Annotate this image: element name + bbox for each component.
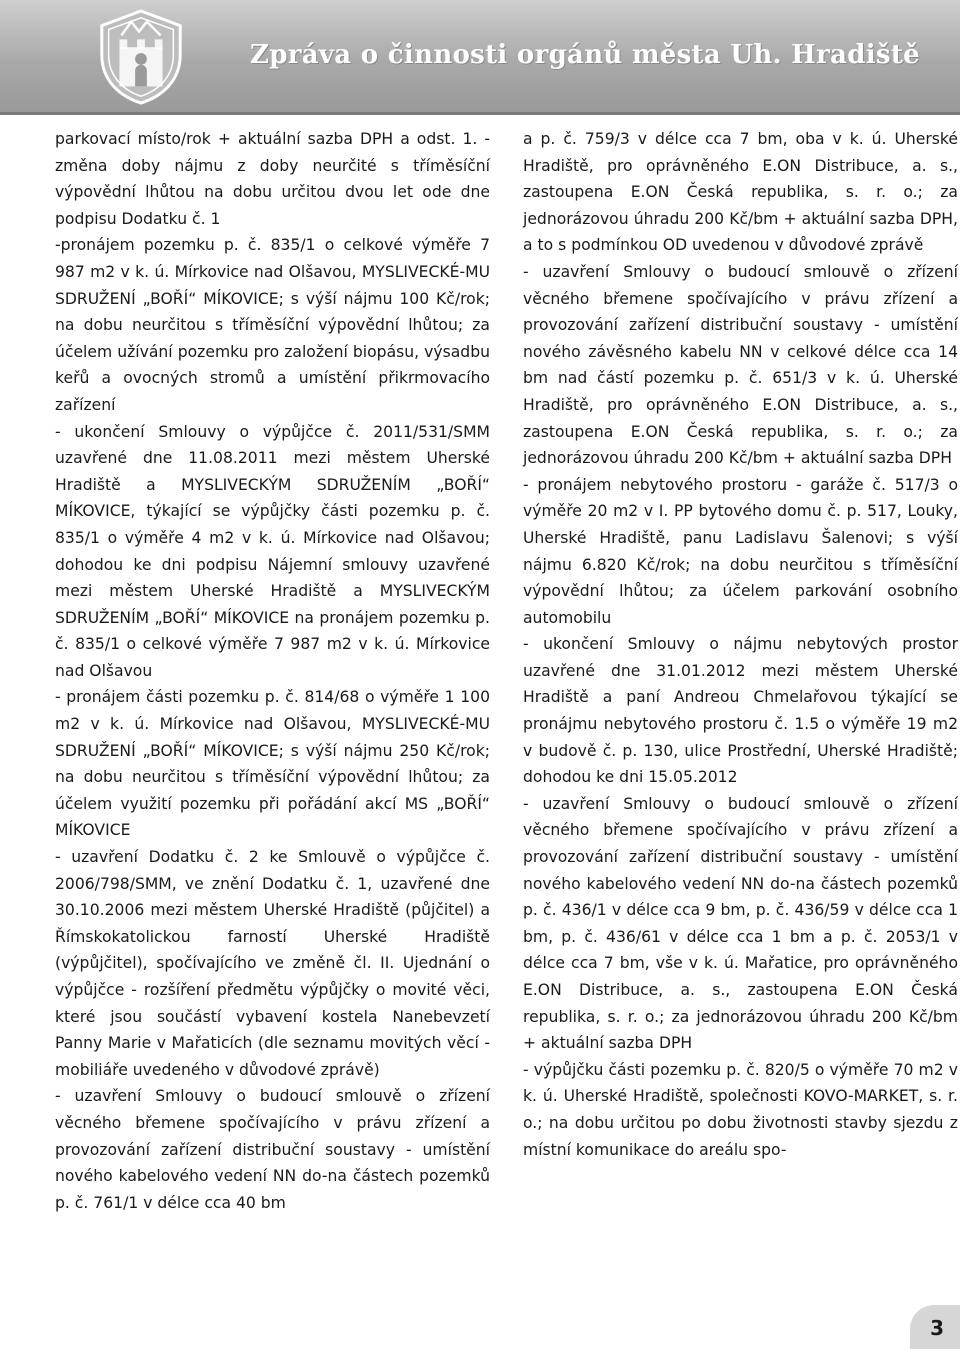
paragraph: - ukončení Smlouvy o výpůjčce č. 2011/531/SMM uzavřené dne 11.08.2011 mezi městem Uherské Hradiště a MYSLIVECKÝM SDRUŽENÍM „BOŘÍ“ MÍKOVICE, týkající se výpůjčky části pozemku p. č. 835/1 o výměře 4 m2 v k. ú. Mírkovice nad Olšavou; dohodou ke dni podpisu Nájemní smlouvy uzavřené mezi městem Uherské Hradiště a MYSLIVECKÝM SDRUŽENÍM „BOŘÍ“ MÍKOVICE na pronájem pozemku p. č. 835/1 o celkové výměře 7 987 m2 v k. ú. Mírkovice nad Olšavou xyxy=(55,422,490,680)
paragraph: - uzavření Smlouvy o budoucí smlouvě o zřízení věcného břemene spočívajícího v právu zřízení a provozování zařízení distribuční soustavy - umístění nového kabelového vedení NN do-na částech pozemků p. č. 436/1 v délce cca 9 bm, p. č. 436/59 v délce cca 1 bm, p. č. 436/61 v délce cca 1 bm a p. č. 2053/1 v délce cca 7 bm, vše v k. ú. Mařatice, pro oprávněného E.ON Distribuce, a. s., zastoupena E.ON Česká republika, s. r. o.; za jednorázovou úhradu 200 Kč/bm + aktuální sazba DPH xyxy=(523,794,958,1053)
right-column xyxy=(523,126,958,1163)
paragraph: - uzavření Smlouvy o budoucí smlouvě o zřízení věcného břemene spočívajícího v právu zřízení a provozování zařízení distribuční soustavy - umístění nového kabelového vedení NN do-na částech pozemků p. č. 761/1 v délce cca 40 bm xyxy=(55,1087,490,1212)
city-crest-icon xyxy=(92,8,190,106)
paragraph: - výpůjčku části pozemku p. č. 820/5 o výměře 70 m2 v k. ú. Uherské Hradiště, společnosti KOVO-MARKET, s. r. o.; na dobu určitou po dobu životnosti stavby sjezdu z místní komunikace do areálu spo- xyxy=(523,1060,958,1159)
paragraph: parkovací místo/rok + aktuální sazba DPH a odst. 1. - změna doby nájmu z doby neurčité s tříměsíční výpovědní lhůtou na dobu určitou dvou let ode dne podpisu Dodatku č. 1 xyxy=(55,130,490,228)
paragraph: - uzavření Dodatku č. 2 ke Smlouvě o výpůjčce č. 2006/798/SMM, ve znění Dodatku č. 1, uzavřené dne 30.10.2006 mezi městem Uherské Hradiště (půjčitel) a Římskokatolickou farností Uherské Hradiště (výpůjčitel), spočívajícího ve změně čl. II. Ujednání o výpůjčce - rozšíření předmětu výpůjčky o movité věci, které jsou součástí vybavení kostela Nanebevzetí Panny Marie v Mařaticích (dle seznamu movitých věcí - mobiliáře uvedeného v důvodové zprávě) xyxy=(55,848,490,1079)
paragraph: - uzavření Smlouvy o budoucí smlouvě o zřízení věcného břemene spočívajícího v právu zřízení a provozování zařízení distribuční soustavy - umístění nového závěsného kabelu NN v celkové délce cca 14 bm nad částí pozemku p. č. 651/3 v k. ú. Uherské Hradiště, pro oprávněného E.ON Distribuce, a. s., zastoupena E.ON Česká republika, s. r. o.; za jednorázovou úhradu 200 Kč/bm + aktuální sazba DPH xyxy=(523,262,958,468)
page-number: 3 xyxy=(930,1316,944,1340)
paragraph: a p. č. 759/3 v délce cca 7 bm, oba v k. ú. Uherské Hradiště, pro oprávněného E.ON Distribuce, a. s., zastoupena E.ON Česká republika, s. r. o.; za jednorázovou úhradu 200 Kč/bm + aktuální sazba DPH, a to s podmínkou OD uvedenou v důvodové zprávě xyxy=(523,130,958,255)
page-header xyxy=(0,0,960,112)
paragraph: -pronájem pozemku p. č. 835/1 o celkové výměře 7 987 m2 v k. ú. Mírkovice nad Olšavou, MYSLIVECKÉ-MU SDRUŽENÍ „BOŘÍ“ MÍKOVICE; s výší nájmu 100 Kč/rok; na dobu neurčitou s tříměsíční výpovědní lhůtou; za účelem užívání pozemku pro založení biopásu, výsadbu keřů a ovocných stromů a umístění přikrmovacího zařízení xyxy=(55,236,490,414)
paragraph: - ukončení Smlouvy o nájmu nebytových prostor uzavřené dne 31.01.2012 mezi městem Uherské Hradiště a paní Andreou Chmelařovou týkající se pronájmu nebytového prostoru č. 1.5 o výměře 19 m2 v budově č. p. 130, ulice Prostřední, Uherské Hradiště; dohodou ke dni 15.05.2012 xyxy=(523,635,958,787)
paragraph: - pronájem nebytového prostoru - garáže č. 517/3 o výměře 20 m2 v I. PP bytového domu č. p. 517, Louky, Uherské Hradiště, panu Ladislavu Šalenovi; s výší nájmu 6.820 Kč/rok; na dobu neurčitou s tříměsíční výpovědní lhůtou; za účelem parkování osobního automobilu xyxy=(523,475,958,627)
page-title: Zpráva o činnosti orgánů města Uh. Hradiště xyxy=(250,40,920,70)
paragraph: - pronájem části pozemku p. č. 814/68 o výměře 1 100 m2 v k. ú. Mírkovice nad Olšavou, MYSLIVECKÉ-MU SDRUŽENÍ „BOŘÍ“ MÍKOVICE; s výší nájmu 250 Kč/rok; na dobu neurčitou s tříměsíční výpovědní lhůtou; za účelem využití pozemku při pořádání akcí MS „BOŘÍ“ MÍKOVICE xyxy=(55,688,490,840)
header-divider xyxy=(0,112,960,115)
left-column xyxy=(55,126,490,1216)
